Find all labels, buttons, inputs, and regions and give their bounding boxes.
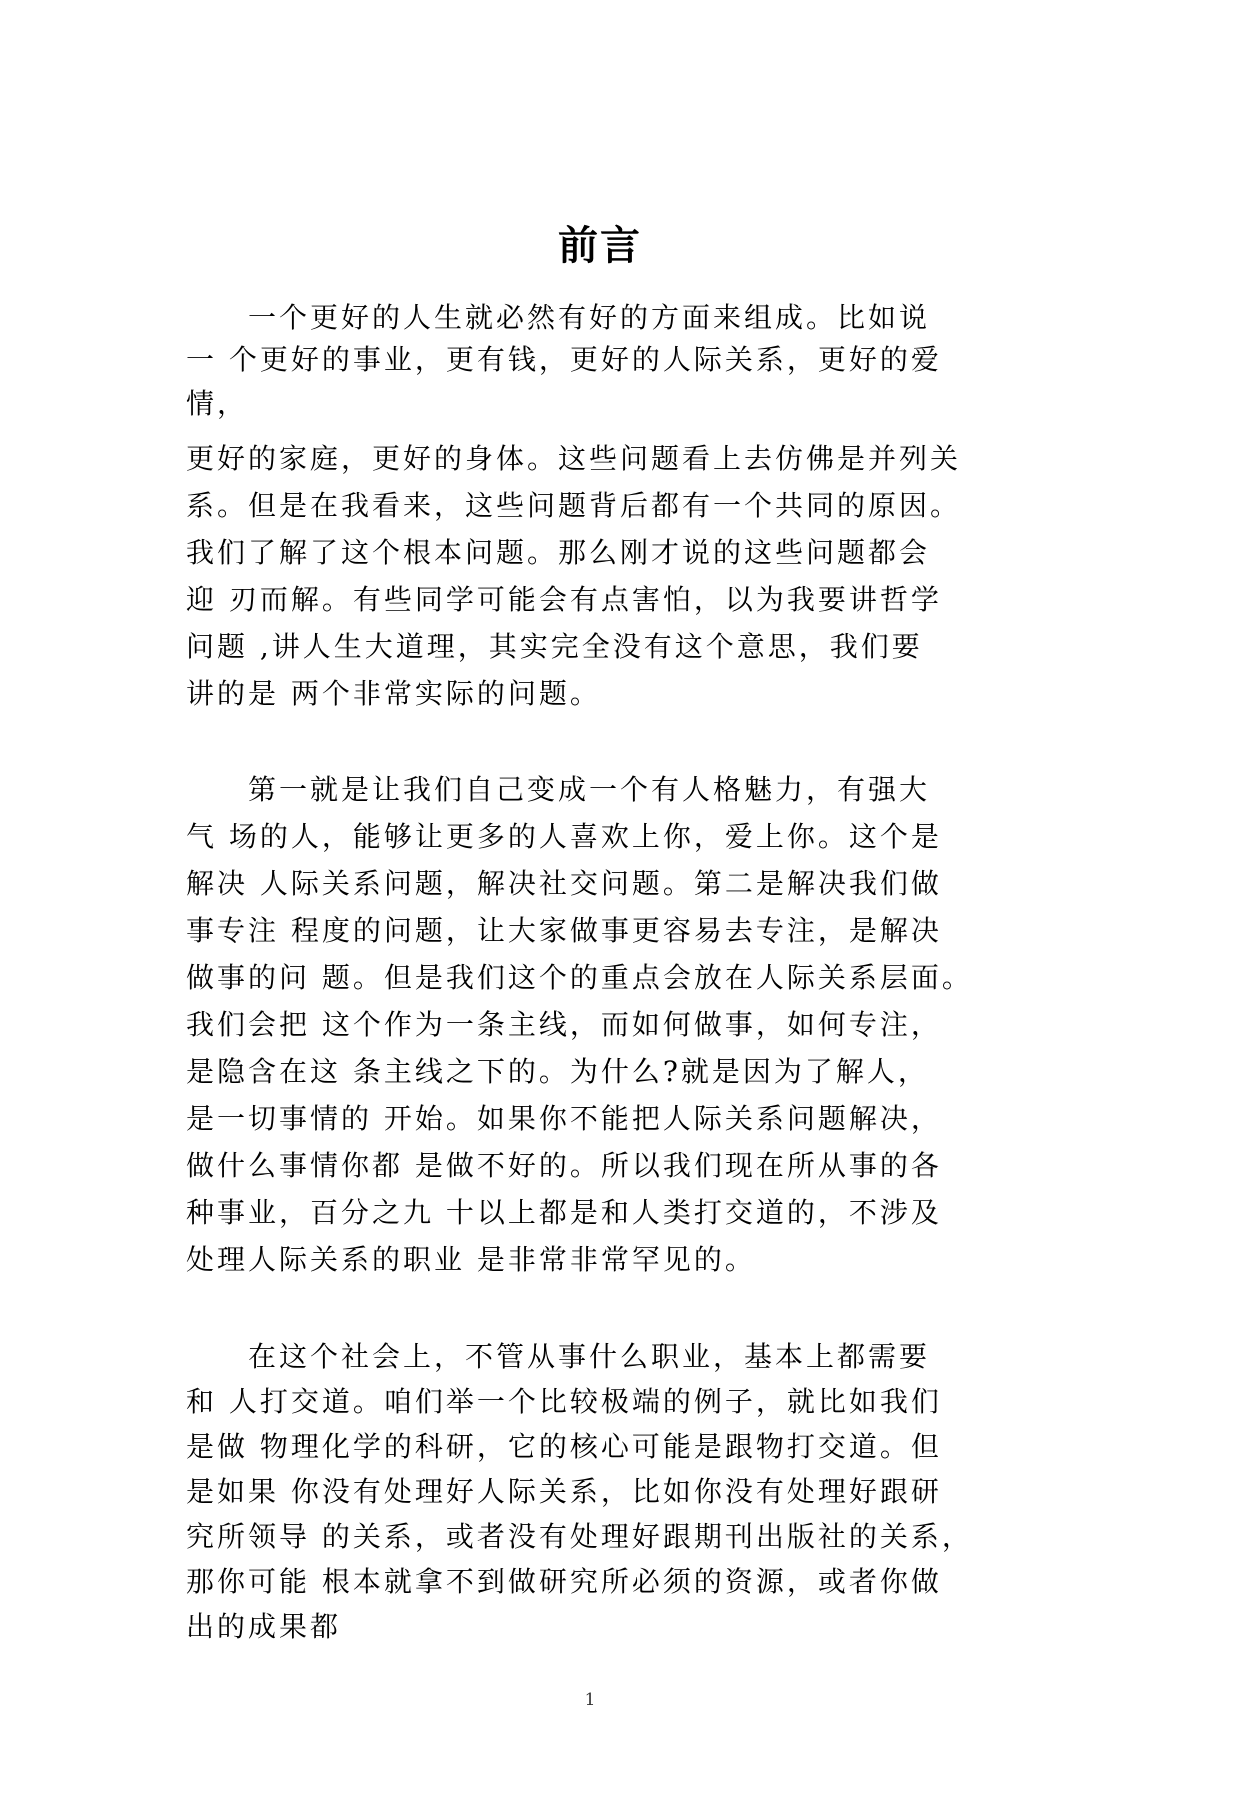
text-line: 讲的是 两个非常实际的问题。 xyxy=(186,677,601,710)
text-line: 更好的家庭，更好的身体。这些问题看上去仿佛是并列关 xyxy=(186,442,962,475)
text-line: 是做 物理化学的科研，它的核心可能是跟物打交道。但 xyxy=(186,1430,942,1463)
text-line: 做什么事情你都 是做不好的。所以我们现在所从事的各 xyxy=(186,1149,942,1182)
text-line: 种事业，百分之九 十以上都是和人类打交道的，不涉及 xyxy=(186,1196,942,1229)
text-line: 出的成果都 xyxy=(186,1610,342,1643)
page-number: 1 xyxy=(584,1690,596,1710)
text-line: 情， xyxy=(186,387,249,420)
text-line: 一个更好的人生就必然有好的方面来组成。比如说 xyxy=(248,301,931,334)
page-title: 前言 xyxy=(558,222,642,269)
text-line: 究所领导 的关系，或者没有处理好跟期刊出版社的关系， xyxy=(186,1520,973,1553)
text-line: 迎 刃而解。有些同学可能会有点害怕，以为我要讲哲学 xyxy=(186,583,942,616)
text-line: 在这个社会上，不管从事什么职业，基本上都需要 xyxy=(248,1340,931,1373)
text-line: 是隐含在这 条主线之下的。为什么?就是因为了解人， xyxy=(186,1055,929,1088)
text-line: 一 个更好的事业，更有钱，更好的人际关系，更好的爱 xyxy=(186,343,942,376)
text-line: 问题 ,讲人生大道理，其实完全没有这个意思，我们要 xyxy=(186,630,923,663)
text-line: 和 人打交道。咱们举一个比较极端的例子，就比如我们 xyxy=(186,1385,942,1418)
text-line: 气 场的人，能够让更多的人喜欢上你，爱上你。这个是 xyxy=(186,820,942,853)
text-line: 系。但是在我看来，这些问题背后都有一个共同的原因。 xyxy=(186,489,962,522)
text-line: 我们了解了这个根本问题。那么刚才说的这些问题都会 xyxy=(186,536,931,569)
text-line: 我们会把 这个作为一条主线，而如何做事，如何专注， xyxy=(186,1008,942,1041)
text-line: 事专注 程度的问题，让大家做事更容易去专注，是解决 xyxy=(186,914,942,947)
text-line: 那你可能 根本就拿不到做研究所必须的资源，或者你做 xyxy=(186,1565,942,1598)
text-line: 处理人际关系的职业 是非常非常罕见的。 xyxy=(186,1243,756,1276)
text-line: 是一切事情的 开始。如果你不能把人际关系问题解决， xyxy=(186,1102,942,1135)
text-line: 是如果 你没有处理好人际关系，比如你没有处理好跟研 xyxy=(186,1475,942,1508)
text-line: 做事的问 题。但是我们这个的重点会放在人际关系层面。 xyxy=(186,961,973,994)
text-line: 解决 人际关系问题，解决社交问题。第二是解决我们做 xyxy=(186,867,942,900)
text-line: 第一就是让我们自己变成一个有人格魅力，有强大 xyxy=(248,773,931,806)
